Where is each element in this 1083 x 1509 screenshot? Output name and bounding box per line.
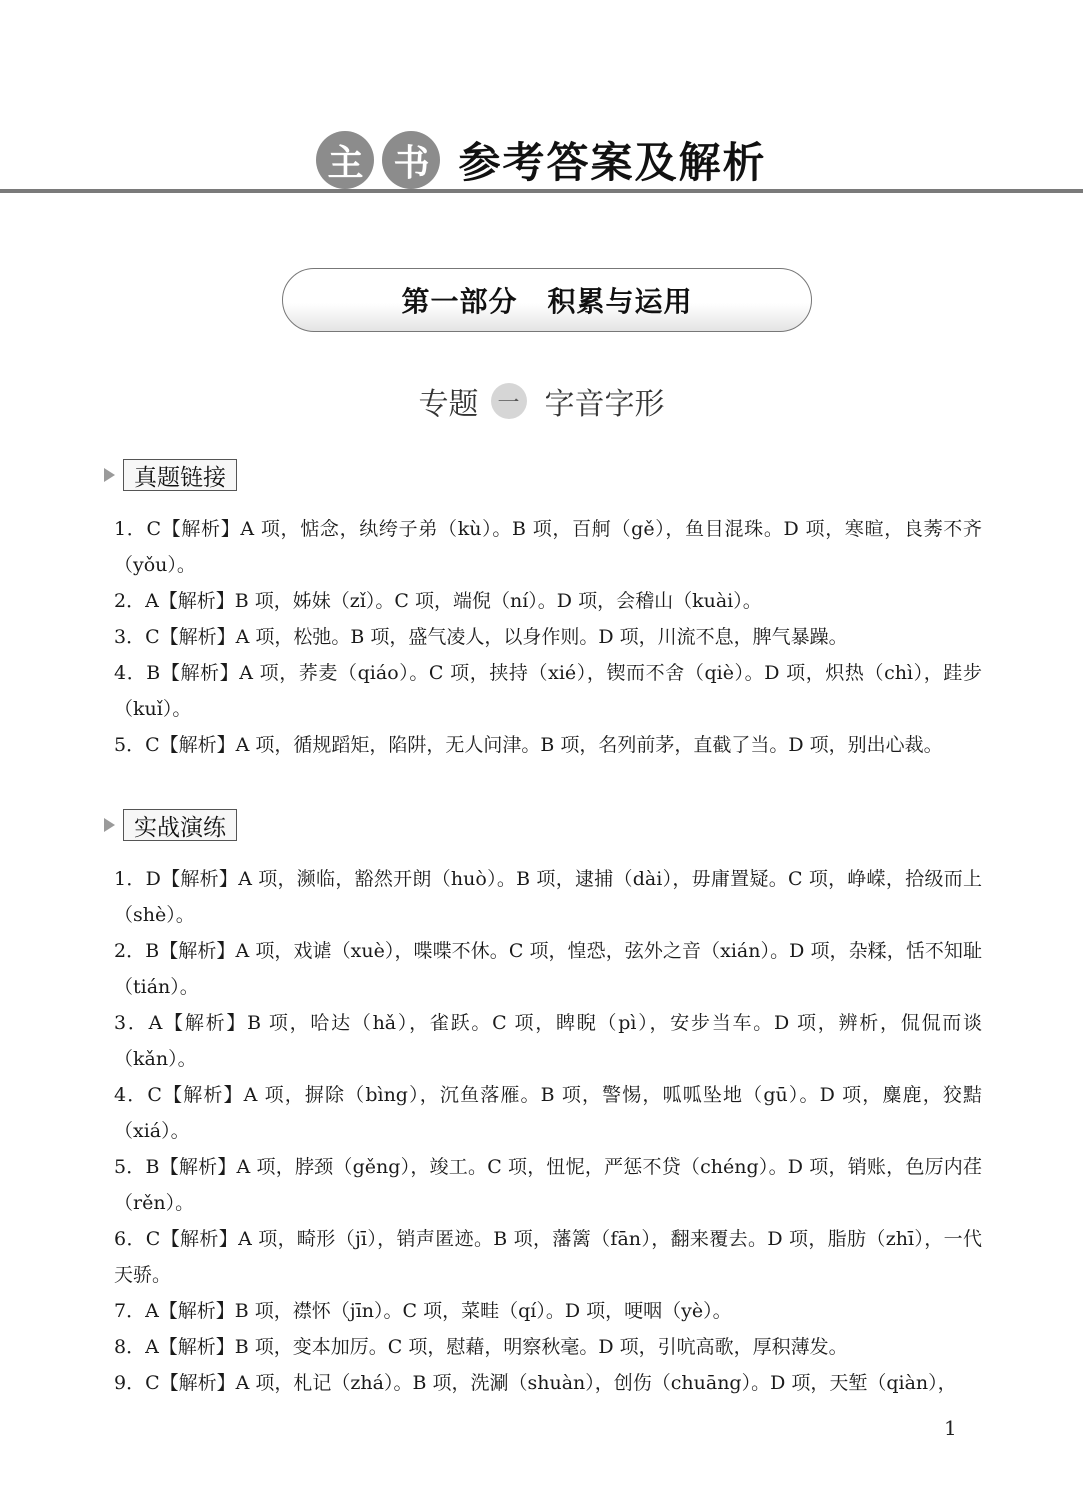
section-label: 实战演练 — [123, 809, 237, 841]
header-badge-zhu: 主 — [316, 131, 374, 189]
answer-item: 1．C【解析】A 项，惦念，纨绔子弟（kù）。B 项，百舸（gě），鱼目混珠。D 项，寒暄，良莠不齐（yǒu）。 — [114, 518, 982, 576]
answer-item: 2．B【解析】A 项，戏谑（xuè），喋喋不休。C 项，惶恐，弦外之音（xián）。D 项，杂糅，恬不知耻（tián）。 — [114, 940, 982, 998]
header-badge-shu: 书 — [382, 131, 440, 189]
answer-item: 4．C【解析】A 项，摒除（bìng），沉鱼落雁。B 项，警惕，呱呱坠地（gū）。D 项，麋鹿，狡黠（xiá）。 — [114, 1084, 982, 1142]
topic-title: 字音字形 — [544, 387, 665, 422]
page-header — [0, 128, 1083, 192]
section-header-shizhan — [104, 809, 237, 841]
answer-item: 6．C【解析】A 项，畸形（jī），销声匿迹。B 项，藩篱（fān），翻来覆去。D 项，脂肪（zhī），一代天骄。 — [114, 1228, 982, 1286]
answer-item: 2．A【解析】B 项，姊妹（zǐ）。C 项，端倪（ní）。D 项，会稽山（kuài）。 — [114, 590, 762, 612]
page-number: 1 — [944, 1416, 957, 1440]
answer-item: 8．A【解析】B 项，变本加厉。C 项，慰藉，明察秋毫。D 项，引吭高歌，厚积薄发。 — [114, 1336, 848, 1358]
topic-prefix: 专题 — [418, 387, 479, 422]
page-title: 参考答案及解析 — [458, 138, 767, 187]
answer-item: 3．A【解析】B 项，哈达（hǎ），雀跃。C 项，睥睨（pì），安步当车。D 项，辨析，侃侃而谈（kǎn）。 — [114, 1012, 982, 1070]
header-divider — [0, 189, 1083, 193]
answer-item: 9．C【解析】A 项，札记（zhá）。B 项，洗涮（shuàn），创伤（chuāng）。D 项，天堑（qiàn）， — [114, 1372, 957, 1394]
answer-item: 3．C【解析】A 项，松弛。B 项，盛气凌人，以身作则。D 项，川流不息，脾气暴躁。 — [114, 626, 848, 648]
answer-item: 7．A【解析】B 项，襟怀（jīn）。C 项，菜畦（qí）。D 项，哽咽（yè）。 — [114, 1300, 732, 1322]
topic-heading — [0, 378, 1083, 424]
triangle-arrow-icon — [104, 818, 115, 832]
answer-item: 4．B【解析】A 项，荞麦（qiáo）。C 项，挟持（xié），锲而不舍（qiè）。D 项，炽热（chì），跬步（kuǐ）。 — [114, 662, 982, 720]
part-banner — [282, 268, 812, 332]
section-label: 真题链接 — [123, 459, 237, 491]
triangle-arrow-icon — [104, 468, 115, 482]
answer-item: 5．C【解析】A 项，循规蹈矩，陷阱，无人问津。B 项，名列前茅，直截了当。D 项，别出心裁。 — [114, 734, 943, 756]
topic-number-badge: 一 — [491, 383, 527, 419]
part-label: 第一部分 — [401, 285, 518, 318]
part-title: 积累与运用 — [547, 285, 693, 318]
section-header-zhenti — [104, 459, 237, 491]
answer-item: 1．D【解析】A 项，濒临，豁然开朗（huò）。B 项，逮捕（dài），毋庸置疑。C 项，峥嵘，拾级而上（shè）。 — [114, 868, 982, 926]
answer-item: 5．B【解析】A 项，脖颈（gěng），竣工。C 项，忸怩，严惩不贷（chéng）。D 项，销账，色厉内荏（rěn）。 — [114, 1156, 982, 1214]
